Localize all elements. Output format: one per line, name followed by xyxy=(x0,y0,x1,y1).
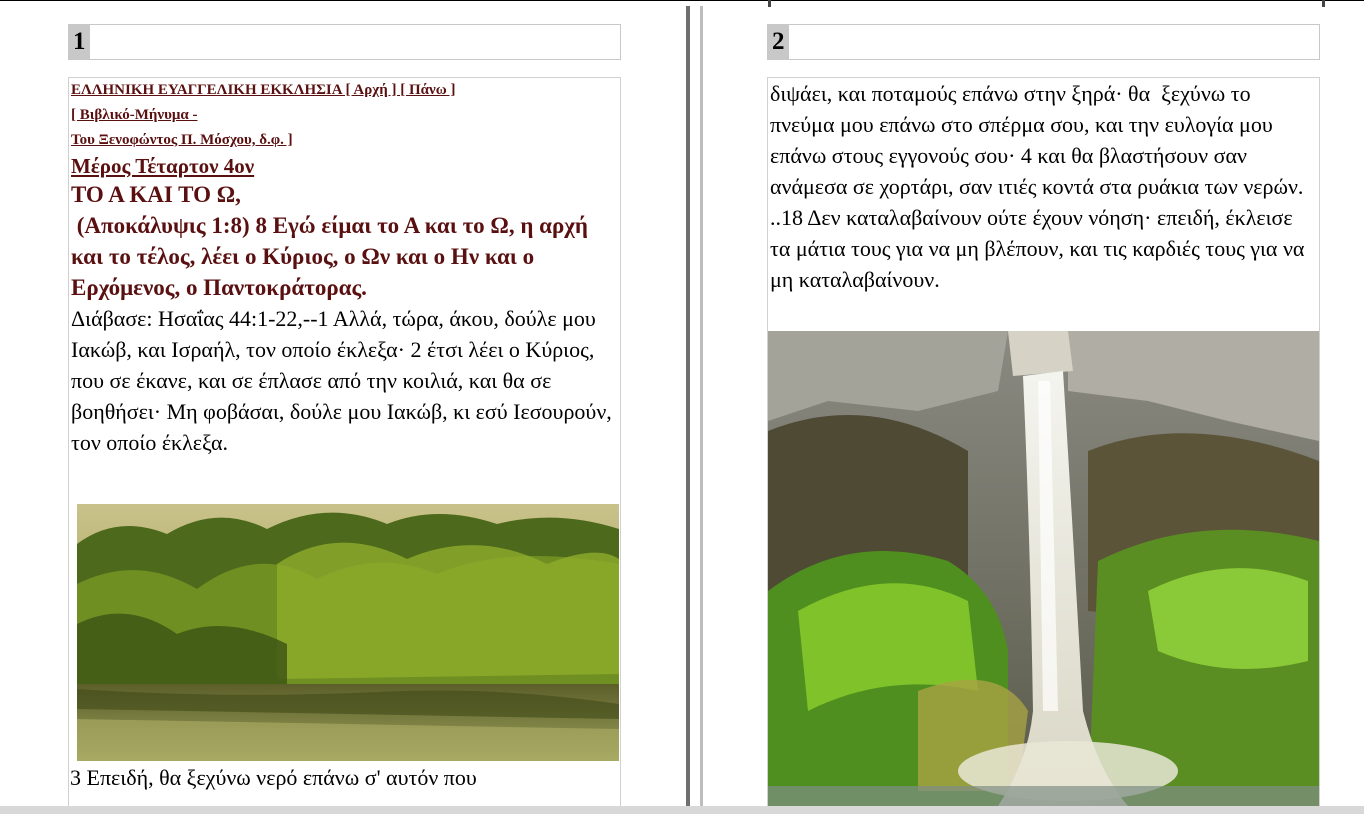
page-number-box-1 xyxy=(68,24,621,60)
top-ruler xyxy=(0,0,1364,7)
waterfall-image xyxy=(768,331,1319,806)
page-divider xyxy=(686,6,704,806)
page-number: 1 xyxy=(69,25,90,59)
part-title: Μέρος Τέταρτον 4ον xyxy=(71,154,255,178)
header-link-line[interactable]: [ Βιβλικό-Μήνυμα - xyxy=(71,107,198,123)
site-header xyxy=(69,78,620,303)
horizontal-scrollbar[interactable] xyxy=(0,806,1364,814)
header-link-line[interactable]: Του Ξενοφώντος Π. Μόσχου, δ.φ. ] xyxy=(71,132,293,148)
page-number: 2 xyxy=(768,25,789,59)
page-number-box-2 xyxy=(767,24,1320,60)
scripture-text: διψάει, και ποταμούς επάνω στην ξηρά· θα ξεχύνω το πνεύμα μου επάνω στο σπέρμα σου, και την ευλογία μου επάνω στους εγγονούς σου· 4 και θα βλαστήσουν σαν ανάμεσα σε χορτάρι, σαν ιτιές κοντά στα ρυάκια των νερών. ..18 Δεν καταλαβαίνουν ούτε έχουν νόηση· επειδή, έκλεισε τα μάτια τους για να μη βλέπουν, και τις καρδιές τους για να μη καταλαβαίνουν. xyxy=(770,81,1315,292)
heading: ΤΟ Α ΚΑΙ ΤΟ Ω, xyxy=(71,182,241,207)
forest-lake-image xyxy=(77,504,619,761)
quote: (Αποκάλυψις 1:8) 8 Εγώ είμαι το Α και το Ω, η αρχή και το τέλος, λέει ο Κύριος, ο Ων και ο Ην και ο Ερχόμενος, ο Παντοκράτορας. xyxy=(71,213,594,300)
continuation-text: 3 Επειδή, θα ξεχύνω νερό επάνω σ' αυτόν που xyxy=(70,765,477,790)
header-link-line[interactable]: ΕΛΛΗΝΙΚΗ ΕΥΑΓΓΕΛΙΚΗ ΕΚΚΛΗΣΙΑ [ Αρχή ] [ Πάνω ] xyxy=(71,82,456,98)
scripture-text: Διάβασε: Ησαΐας 44:1-22,--1 Αλλά, τώρα, άκου, δούλε μου Ιακώβ, και Ισραήλ, τον οποίο έκλεξα· 2 έτσι λέει ο Κύριος, που σε έκανε, και σε έπλασε από την κοιλιά, και θα σε βοηθήσει· Μη φοβάσαι, δούλε μου Ιακώβ, κι εσύ Ιεσουρούν, τον οποίο έκλεξα. xyxy=(71,306,612,455)
